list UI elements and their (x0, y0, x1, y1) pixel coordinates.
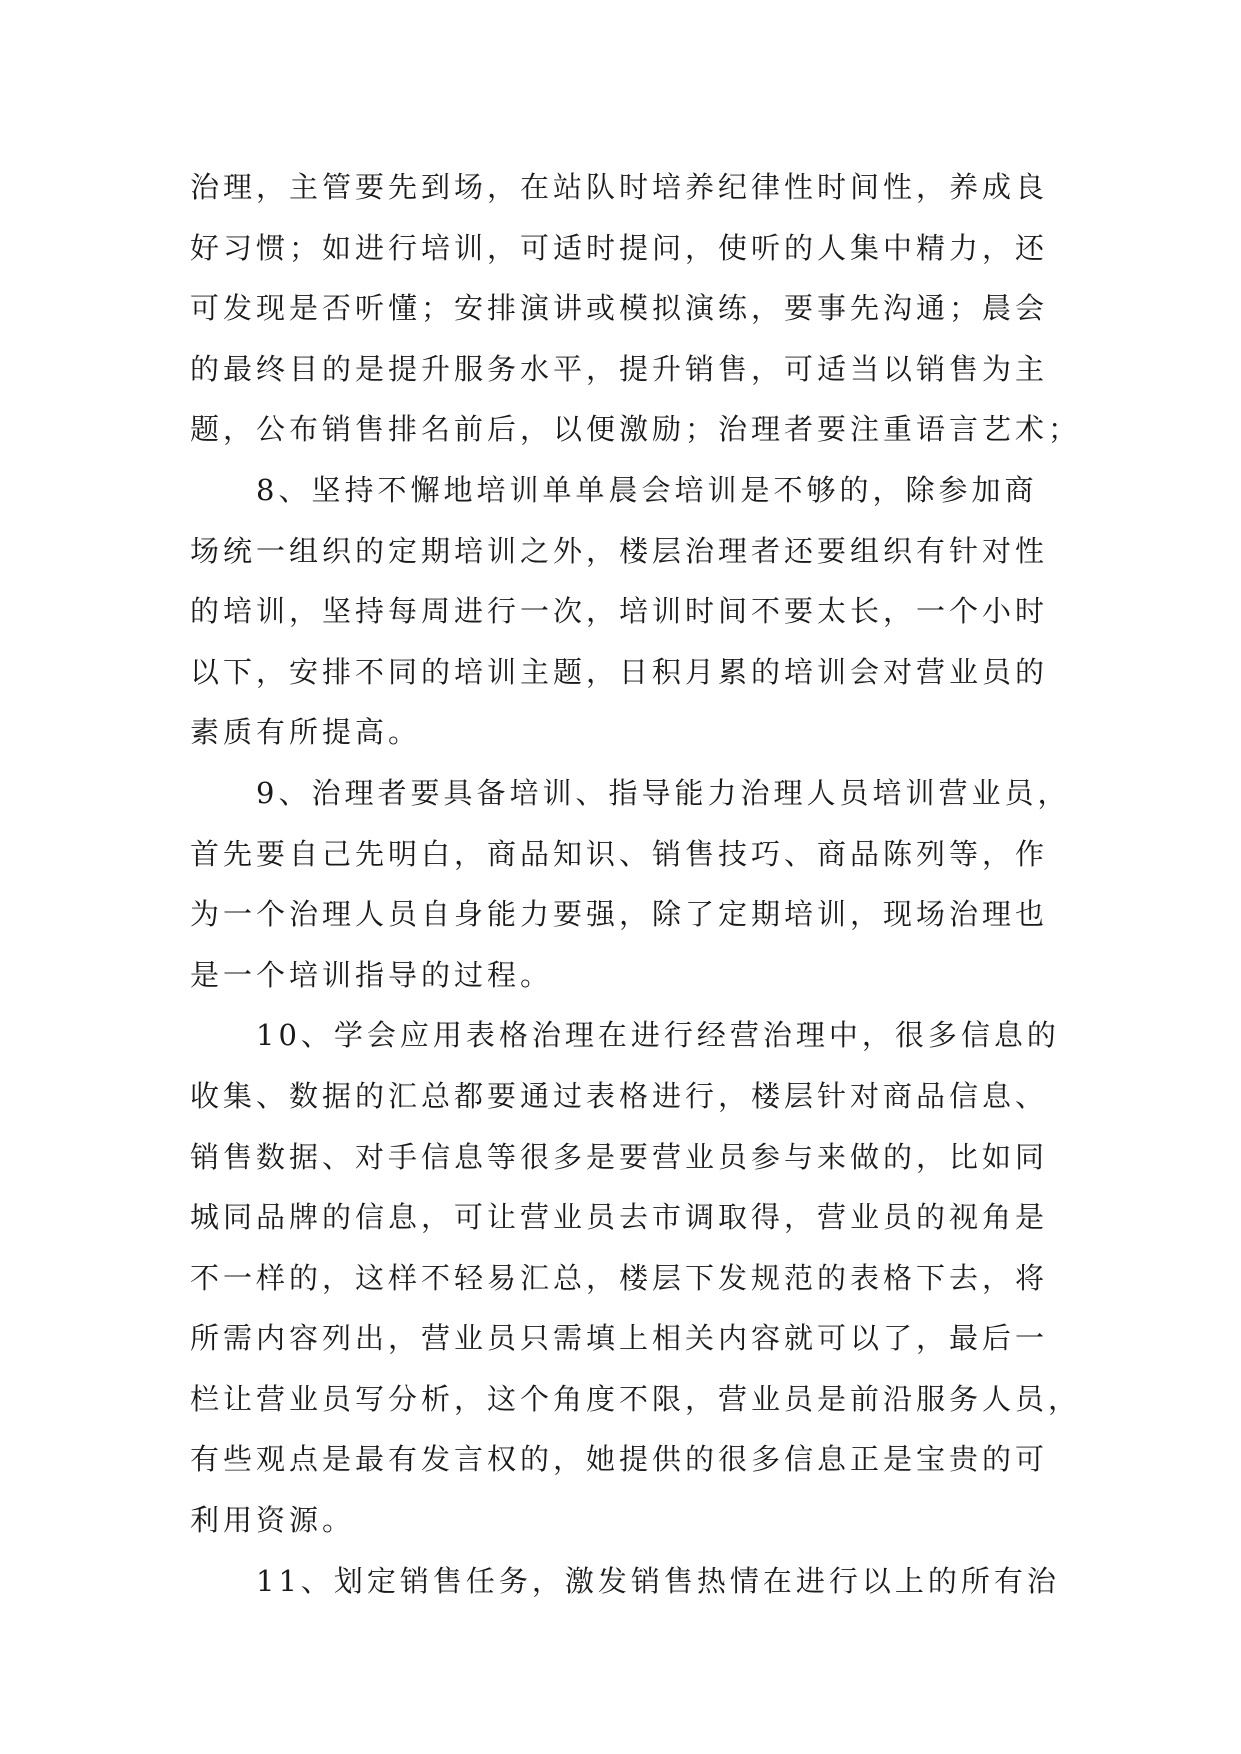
text-line: 销售数据、对手信息等很多是要营业员参与来做的，比如同 (190, 1139, 1049, 1174)
text-line: 收集、数据的汇总都要通过表格进行，楼层针对商品信息、 (190, 1078, 1049, 1113)
paragraph-item-8 (190, 460, 1050, 763)
paragraph-item-11 (190, 1551, 1060, 1612)
text-line: 10、学会应用表格治理在进行经营治理中，很多信息的 (256, 1018, 1060, 1053)
text-line: 场统一组织的定期培训之外，楼层治理者还要组织有针对性 (190, 533, 1049, 568)
text-line: 题，公布销售排名前后，以便激励；治理者要注重语言艺术； (190, 412, 1082, 447)
text-line: 的培训，坚持每周进行一次，培训时间不要太长，一个小时 (190, 594, 1049, 629)
paragraph-continuation (190, 157, 1082, 460)
text-line: 城同品牌的信息，可让营业员去市调取得，营业员的视角是 (190, 1200, 1049, 1235)
text-line: 治理，主管要先到场，在站队时培养纪律性时间性，养成良 (190, 170, 1049, 204)
text-line: 9、治理者要具备培训、指导能力治理人员培训营业员， (256, 775, 1071, 810)
text-line: 8、坚持不懈地培训单单晨会培训是不够的，除参加商 (256, 472, 1038, 507)
paragraph-item-10 (190, 1005, 1082, 1550)
text-line: 好习惯；如进行培训，可适时提问，使听的人集中精力，还 (190, 230, 1049, 265)
text-line: 利用资源。 (190, 1503, 356, 1538)
text-line: 可发现是否听懂；安排演讲或模拟演练，要事先沟通；晨会 (190, 291, 1049, 326)
text-line: 以下，安排不同的培训主题，日积月累的培训会对营业员的 (190, 654, 1049, 689)
text-line: 为一个治理人员自身能力要强，除了定期培训，现场治理也 (190, 897, 1049, 932)
text-line: 栏让营业员写分析，这个角度不限，营业员是前沿服务人员， (190, 1381, 1082, 1416)
text-line: 首先要自己先明白，商品知识、销售技巧、商品陈列等，作 (190, 836, 1049, 871)
paragraph-item-9 (190, 763, 1071, 1005)
text-line: 所需内容列出，营业员只需填上相关内容就可以了，最后一 (190, 1321, 1049, 1356)
text-line: 的最终目的是提升服务水平，提升销售，可适当以销售为主 (190, 351, 1049, 386)
body-text (190, 157, 1082, 1611)
text-line: 不一样的，这样不轻易汇总，楼层下发规范的表格下去，将 (190, 1260, 1049, 1295)
text-line: 素质有所提高。 (190, 715, 422, 750)
text-line: 11、划定销售任务，激发销售热情在进行以上的所有治 (256, 1563, 1060, 1598)
text-line: 有些观点是最有发言权的，她提供的很多信息正是宝贵的可 (190, 1442, 1049, 1477)
text-line: 是一个培训指导的过程。 (190, 957, 554, 992)
